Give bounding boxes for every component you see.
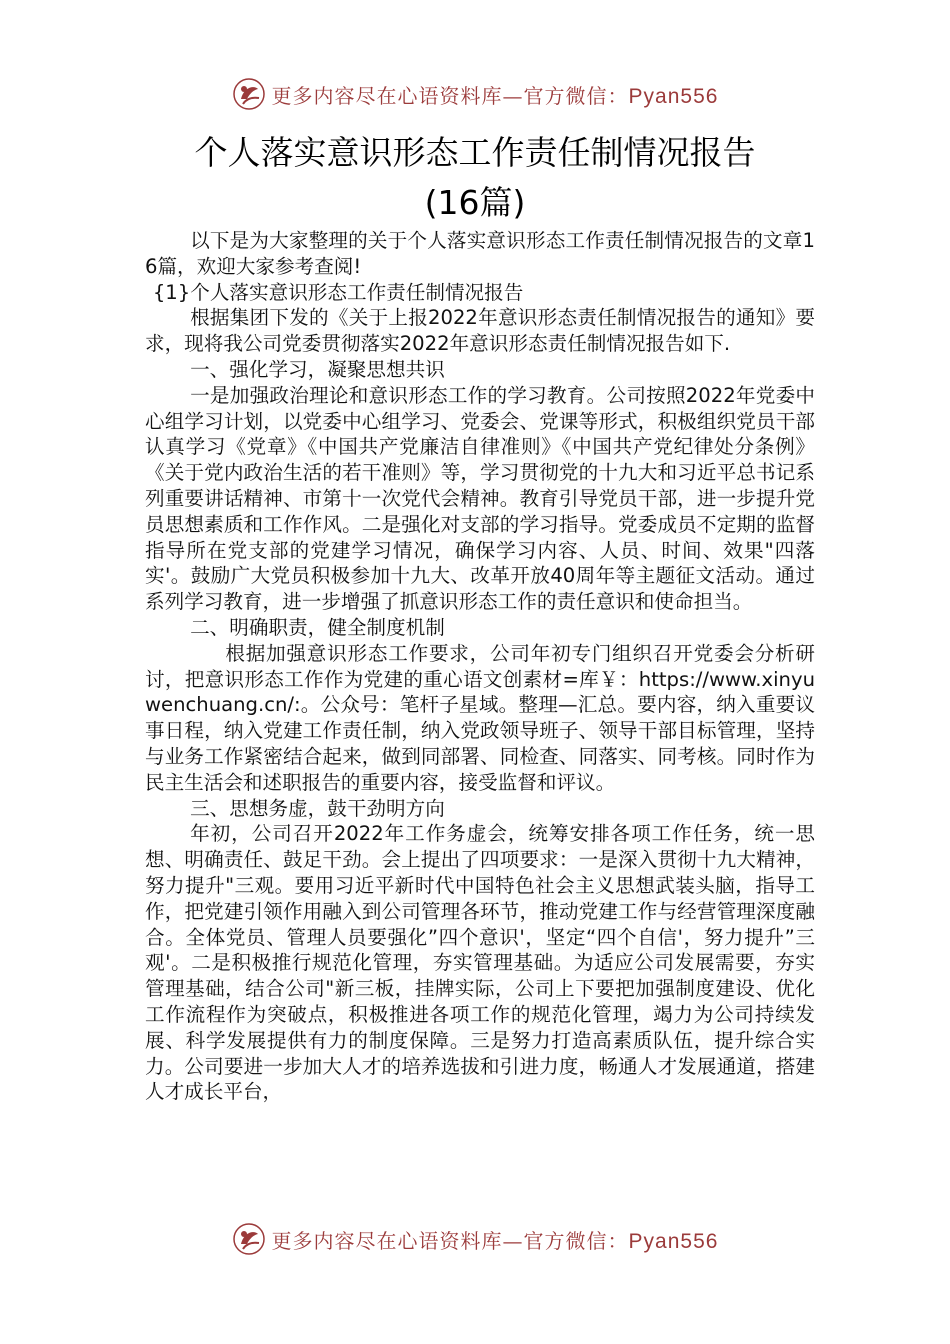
section-heading-1: 一、强化学习，凝聚思想共识 xyxy=(190,357,445,381)
body-paragraph: 根据加强意识形态工作要求，公司年初专门组织召开党委会分析研讨，把意识形态工作作为党建的重心语文创素材=库￥：https://www.xinyuwenchuang.cn/:。公众号：笔杆子星域。整理—汇总。要内容，纳入重要议事日程，纳入党建工作责任制，纳入党政领导班子、领导干部目标管理，坚持与业务工作紧密结合起来，做到同部署、同检查、同落实、同考核。同时作为民主生活会和述职报告的重要内容，接受监督和评议。 xyxy=(145,641,815,794)
watermark-banner-top xyxy=(0,74,950,114)
intro-paragraph: 以下是为大家整理的关于个人落实意识形态工作责任制情况报告的文章16篇，欢迎大家参考查阅! xyxy=(145,229,815,278)
watermark-text xyxy=(272,1225,719,1254)
watermark-banner-bottom xyxy=(0,1219,950,1259)
section-heading-2: 二、明确职责，健全制度机制 xyxy=(190,615,445,639)
watermark-separator: — xyxy=(502,1228,524,1253)
document-title-count: (16篇) xyxy=(424,183,526,222)
watermark-wechat-id: Pyan556 xyxy=(628,1229,719,1253)
document-body xyxy=(145,228,815,1105)
watermark-text xyxy=(272,80,719,109)
watermark-separator: — xyxy=(502,83,524,108)
watermark-cn-text: 更多内容尽在心语资料库 xyxy=(271,83,503,108)
flower-logo-icon xyxy=(232,77,266,111)
section-heading-3: 三、思想务虚，鼓干劲明方向 xyxy=(190,796,445,820)
body-paragraph: 一是加强政治理论和意识形态工作的学习教育。公司按照2022年党委中心组学习计划，以党委中心组学习、党委会、党课等形式，积极组织党员干部认真学习《党章》《中国共产党廉洁自律准则》《中国共产党纪律处分条例》《关于党内政治生活的若干准则》等，学习贯彻党的十九大和习近平总书记系列重要讲话精神、市第十一次党代会精神。教育引导党员干部，进一步提升党员思想素质和工作作风。二是强化对支部的学习指导。党委成员不定期的监督指导所在党支部的党建学习情况，确保学习内容、人员、时间、效果"四落实'。鼓励广大党员积极参加十九大、改革开放40周年等主题征文活动。通过系列学习教育，进一步增强了抓意识形态工作的责任意识和使命担当。 xyxy=(145,383,815,614)
watermark-wechat-label: 官方微信： xyxy=(523,83,629,108)
watermark-wechat-label: 官方微信： xyxy=(523,1228,629,1253)
watermark-cn-text: 更多内容尽在心语资料库 xyxy=(271,1228,503,1253)
body-paragraph: 根据集团下发的《关于上报2022年意识形态责任制情况报告的通知》要求，现将我公司党委贯彻落实2022年意识形态责任制情况报告如下. xyxy=(145,306,815,356)
body-paragraph: 年初，公司召开2022年工作务虚会，统筹安排各项工作任务，统一思想、明确责任、鼓足干劲。会上提出了四项要求：一是深入贯彻十九大精神，努力提升"三观。要用习近平新时代中国特色社会主义思想武装头脑，指导工作，把党建引领作用融入到公司管理各环节，推动党建工作与经营管理深度融合。全体党员、管理人员要强化”四个意识'，坚定“四个自信'，努力提升”三观'。二是积极推行规范化管理，夯实管理基础。为适应公司发展需要，夯实管理基础，结合公司"新三板，挂牌实际，公司上下要把加强制度建设、优化工作流程作为突破点，积极推进各项工作的规范化管理，竭力为公司持续发展、科学发展提供有力的制度保障。三是努力打造高素质队伍，提升综合实力。公司要进一步加大人才的培养选拔和引进力度，畅通人才发展通道，搭建人才成长平台， xyxy=(145,822,815,1104)
document-title: 个人落实意识形态工作责任制情况报告 xyxy=(194,133,756,172)
watermark-wechat-id: Pyan556 xyxy=(628,84,719,108)
article-heading: {1}个人落实意识形态工作责任制情况报告 xyxy=(152,280,524,304)
flower-logo-icon xyxy=(232,1222,266,1256)
